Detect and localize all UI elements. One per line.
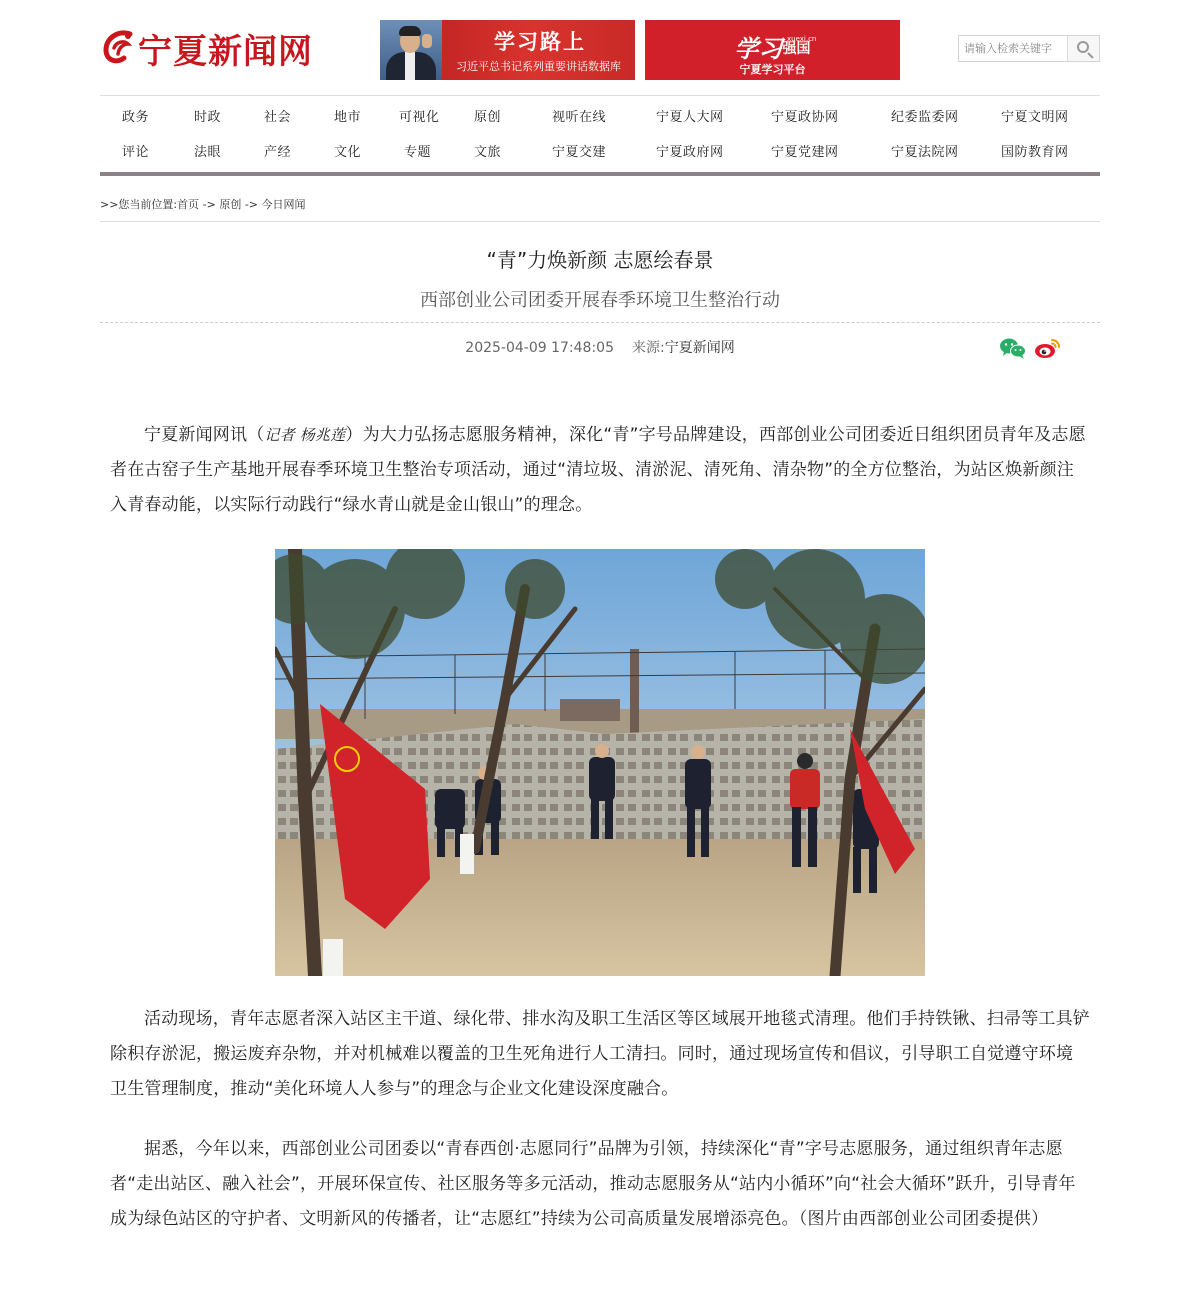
publish-datetime: 2025-04-09 17:48:05 [465,340,614,356]
search-input[interactable] [959,36,1067,61]
breadcrumb-prefix: >>您当前位置: [100,198,178,211]
xuexi-banner[interactable] [645,20,900,80]
nav-item-shizheng[interactable]: 时政 [194,110,222,125]
nav-item-civilization[interactable]: 宁夏文明网 [1001,110,1069,125]
leader-portrait [380,20,442,80]
article-paragraph-2: 活动现场，青年志愿者深入站区主干道、绿化带、排水沟及职工生活区等区域展开地毯式清理。他们手持铁锹、扫帚等工具铲除积存淤泥，搬运废弃杂物，并对机械难以覆盖的卫生死角进行人工清扫。同时，通过现场宣传和倡议，引导职工自觉遵守环境卫生管理制度，推动“美化环境人人参与”的理念与企业文化建设深度融合。 [110,1009,1090,1099]
nav-item-pinglun[interactable]: 评论 [122,145,150,160]
logo-swirl-icon [100,28,136,68]
divider [100,221,1100,222]
study-road-subtitle: 习近平总书记系列重要讲话数据库 [456,60,621,73]
breadcrumb-current[interactable]: 今日网闻 [261,198,306,211]
breadcrumb-home[interactable]: 首页 [177,198,200,211]
main-nav [100,95,1100,176]
xuexi-url: xuexi.cn [787,35,817,43]
nav-item-fayan[interactable]: 法眼 [194,145,222,160]
nav-item-wenhua[interactable]: 文化 [334,145,362,160]
source-label: 来源: [631,340,665,356]
nav-item-discipline[interactable]: 纪委监委网 [891,110,959,125]
nav-item-government[interactable]: 宁夏政府网 [656,145,724,160]
nav-item-cppcc[interactable]: 宁夏政协网 [771,110,839,125]
nav-item-court[interactable]: 宁夏法院网 [891,145,959,160]
study-road-banner[interactable] [380,20,635,80]
logo-text: 宁夏新闻网 [138,31,313,72]
search-button[interactable] [1067,36,1099,61]
breadcrumb-section[interactable]: 原创 [219,198,242,211]
p1-body: ）为大力弘扬志愿服务精神，深化“青”字号品牌建设，西部创业公司团委近日组织团员青年及志愿者在古窑子生产基地开展春季环境卫生整治专项活动，通过“清垃圾、清淤泥、清死角、清杂物”的全方位整治，为站区焕新颜注入青春动能，以实际行动践行“绿水青山就是金山银山”的理念。 [110,425,1086,515]
xuexi-brand [645,29,900,64]
nav-item-dishi[interactable]: 地市 [334,110,362,125]
nav-item-wenlv[interactable]: 文旅 [474,145,502,160]
nav-item-original[interactable]: 原创 [474,110,502,125]
nav-item-zhengwu[interactable]: 政务 [122,110,150,125]
site-logo[interactable] [100,26,320,70]
nav-item-chanjing[interactable]: 产经 [264,145,292,160]
article-photo [275,549,925,976]
nav-item-video[interactable]: 视听在线 [552,110,607,125]
article-paragraph-1 [110,418,1090,523]
search-icon [1077,41,1089,53]
wechat-share-icon[interactable] [999,336,1027,360]
search-box [958,35,1100,62]
study-road-title: 学习路上 [494,30,586,54]
article-subtitle: 西部创业公司团委开展春季环境卫生整治行动 [420,290,780,311]
source-name: 宁夏新闻网 [664,340,735,356]
nav-item-defense[interactable]: 国防教育网 [1001,145,1069,160]
xuexi-brand-text: 学习 [734,34,783,63]
xuexi-brand-suffix: 强国 [782,41,811,57]
xuexi-subtitle: 宁夏学习平台 [739,63,806,76]
breadcrumb [100,196,306,212]
nav-item-npc[interactable]: 宁夏人大网 [656,110,724,125]
nav-item-zhuanti[interactable]: 专题 [404,145,432,160]
nav-item-jiaojian[interactable]: 宁夏交建 [552,145,607,160]
dashed-divider [100,322,1100,323]
article-title: “青”力焕新颜 志愿绘春景 [486,248,714,272]
p1-lead: 宁夏新闻网讯（ [144,425,265,445]
breadcrumb-sep: -> [241,198,262,211]
nav-item-shehui[interactable]: 社会 [264,110,292,125]
breadcrumb-sep: -> [199,198,220,211]
nav-item-visualization[interactable]: 可视化 [399,110,440,125]
reporter-name: 记者 杨兆莲 [264,426,346,444]
article-meta [100,337,1100,357]
weibo-share-icon[interactable] [1034,336,1062,360]
article-paragraph-3: 据悉，今年以来，西部创业公司团委以“青春西创·志愿同行”品牌为引领，持续深化“青”字号志愿服务，通过组织青年志愿者“走出站区、融入社会”，开展环保宣传、社区服务等多元活动，推动志愿服务从“站内小循环”向“社会大循环”跃升，引导青年成为绿色站区的守护者、文明新风的传播者，让“志愿红”持续为公司高质量发展增添亮色。（图片由西部创业公司团委提供） [110,1139,1076,1229]
nav-item-party[interactable]: 宁夏党建网 [771,145,839,160]
